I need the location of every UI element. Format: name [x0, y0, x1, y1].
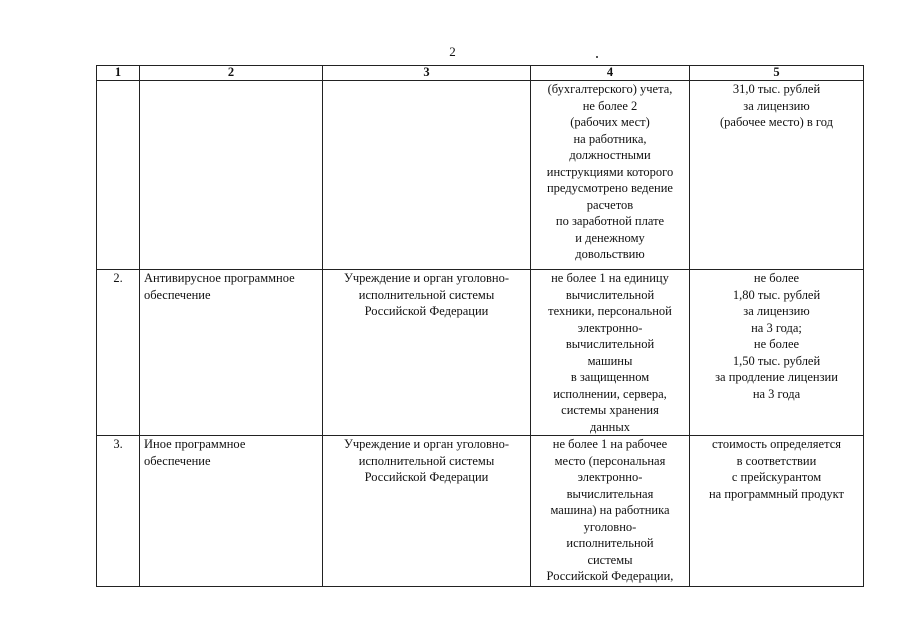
cell-line: Российской Федерации,	[546, 569, 674, 583]
cell-line: исполнительной системы	[358, 453, 495, 468]
cell-line: Российской Федерации	[364, 304, 489, 318]
cell-line: за продление лицензии	[715, 370, 838, 384]
cell-line: не более 1 на рабочее	[552, 437, 668, 451]
row-number-cell	[97, 81, 140, 270]
cell-line: электронно-	[577, 470, 643, 484]
row-number-cell: 2.	[97, 270, 140, 436]
cell-line: Иное программное	[144, 437, 246, 451]
cell-line: и денежному	[575, 230, 645, 245]
cell-line: на программный продукт	[708, 486, 844, 501]
cell-line: Российской Федерации	[364, 470, 489, 484]
cell-line: электронно-	[577, 320, 643, 335]
cell-line: довольствию	[575, 247, 645, 261]
software-name-cell	[140, 436, 323, 587]
cell-line: по заработной плате	[555, 214, 665, 228]
price-cell	[690, 270, 864, 436]
header-col-3: 3	[323, 66, 531, 81]
cell-line: место (персональная	[554, 453, 666, 468]
cell-line: должностными	[569, 148, 651, 162]
cell-line: на 3 года	[752, 386, 801, 401]
cell-line: 1,80 тыс. рублей	[732, 287, 821, 302]
table-header-row	[97, 66, 864, 81]
cell-line: не более	[753, 271, 800, 285]
cell-line: (рабочих мест)	[570, 115, 650, 129]
cell-line: исполнении, сервера,	[553, 386, 667, 401]
software-name-cell	[140, 81, 323, 270]
quantity-cell	[531, 436, 690, 587]
cell-line: техники, персональной	[548, 304, 672, 318]
header-col-5: 5	[690, 66, 864, 81]
table-row	[97, 270, 864, 436]
cell-line: 31,0 тыс. рублей	[732, 82, 821, 96]
cell-line: стоимость определяется	[711, 437, 842, 451]
quantity-cell	[531, 270, 690, 436]
cell-line: не более	[753, 337, 800, 351]
cell-line: расчетов	[586, 197, 634, 212]
owner-cell	[323, 270, 531, 436]
cell-line: на работника,	[573, 131, 647, 146]
standards-table	[96, 65, 864, 587]
cell-line: вычислительная	[566, 486, 654, 501]
cell-line: исполнительной системы	[358, 287, 495, 302]
cell-line: обеспечение	[144, 287, 211, 302]
quantity-cell	[531, 81, 690, 270]
cell-line: уголовно-	[583, 519, 637, 534]
cell-line: (бухгалтерского) учета,	[547, 82, 673, 96]
header-col-2: 2	[140, 66, 323, 81]
cell-line: не более 1 на единицу	[551, 271, 669, 285]
price-cell	[690, 81, 864, 270]
owner-cell	[323, 436, 531, 587]
cell-line: предусмотрено ведение	[546, 181, 673, 195]
cell-line: не более 2	[582, 98, 638, 113]
cell-line: вычислительной	[565, 287, 655, 302]
cell-line: Учреждение и орган уголовно-	[344, 271, 509, 285]
table-row	[97, 436, 864, 587]
scan-mark	[596, 56, 598, 58]
cell-line: в защищенном	[570, 370, 650, 384]
cell-line: системы хранения	[561, 403, 659, 417]
cell-line: (рабочее место) в год	[719, 115, 833, 129]
cell-line: обеспечение	[144, 453, 211, 468]
cell-line: инструкциями которого	[546, 164, 674, 179]
cell-line: исполнительной	[566, 536, 654, 550]
cell-line: Антивирусное программное	[144, 271, 295, 285]
cell-line: Учреждение и орган уголовно-	[344, 437, 509, 451]
header-col-4: 4	[531, 66, 690, 81]
cell-line: системы	[587, 552, 633, 567]
cell-line: за лицензию	[743, 98, 810, 113]
cell-line: на 3 года;	[751, 320, 802, 335]
header-col-1: 1	[97, 66, 140, 81]
cell-line: машины	[587, 353, 633, 368]
cell-line: 1,50 тыс. рублей	[732, 353, 821, 368]
owner-cell	[323, 81, 531, 270]
cell-line: с прейскурантом	[731, 470, 822, 484]
cell-line: данных	[590, 419, 630, 434]
cell-line: вычислительной	[565, 337, 655, 351]
row-number-cell: 3.	[97, 436, 140, 587]
cell-line: за лицензию	[743, 304, 810, 318]
cell-line: машина) на работника	[550, 503, 670, 517]
software-name-cell	[140, 270, 323, 436]
table-row	[97, 81, 864, 270]
page-number: 2	[449, 44, 456, 59]
price-cell	[690, 436, 864, 587]
cell-line: в соответствии	[736, 453, 817, 468]
